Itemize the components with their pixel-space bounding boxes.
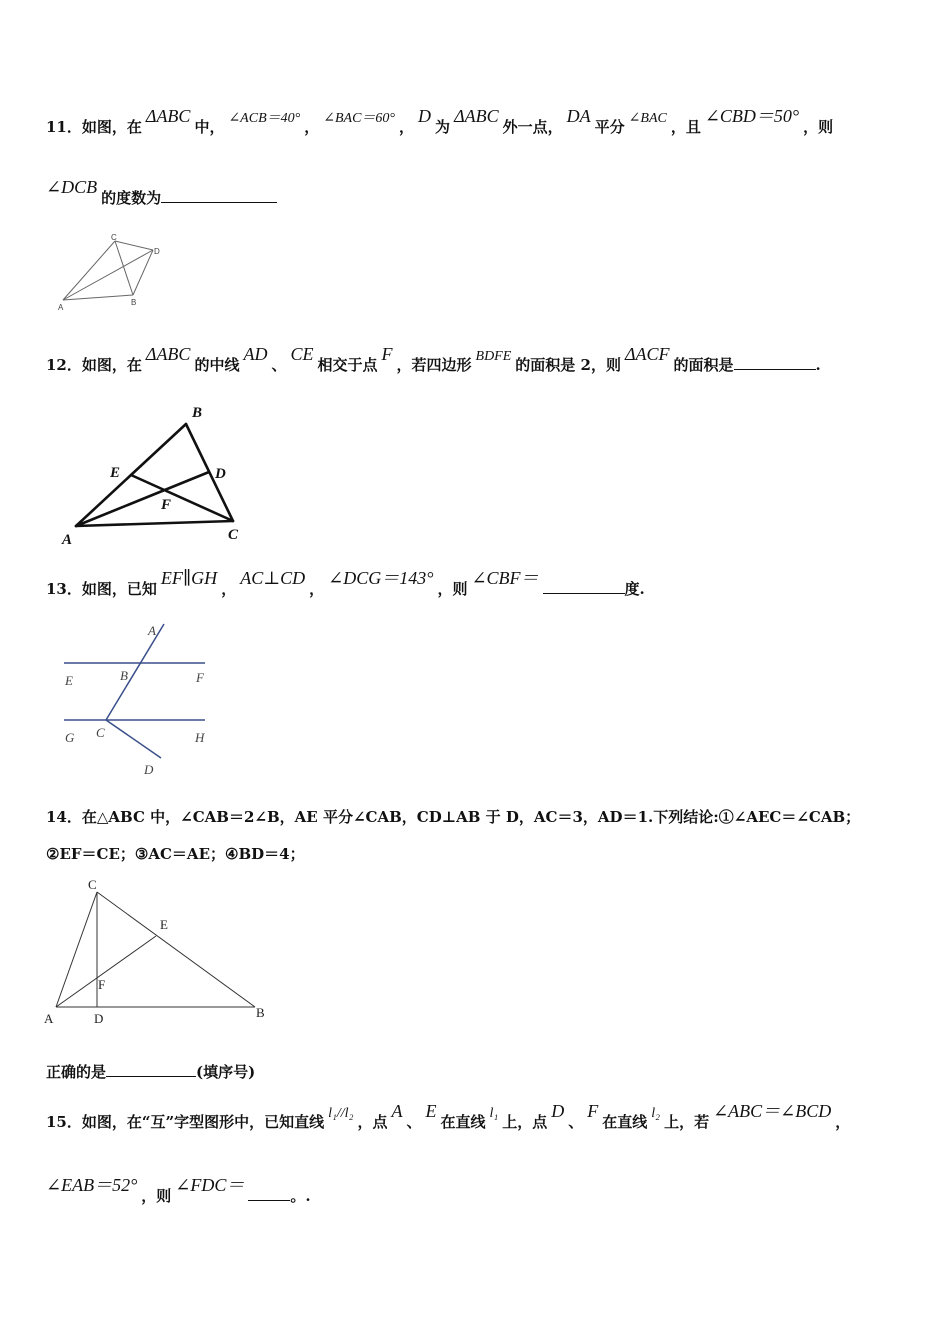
q13-text: ，则 [437, 580, 468, 598]
q15-math: ∠EAB＝52° [46, 1175, 138, 1195]
q15-math: l₁//l₂ [328, 1106, 354, 1121]
q14-label: E [160, 917, 168, 932]
q14-label: D [94, 1011, 104, 1026]
q13-math: EF∥GH [160, 568, 218, 588]
answer-blank-15[interactable] [248, 1186, 290, 1201]
q13-text: ， [221, 580, 237, 598]
q14-label: C [88, 877, 97, 892]
q14-text: (填序号) [196, 1063, 256, 1081]
q11-math: ∠CBD＝50° [704, 106, 800, 126]
q11-text: 外一点， [502, 118, 563, 136]
q11-label: D [154, 247, 160, 256]
q12-math: CE [290, 344, 314, 364]
q13-label: F [196, 670, 204, 685]
answer-blank-13[interactable] [543, 579, 625, 594]
q12-text: 的中线 [194, 356, 240, 374]
q15-text: 上，点 [502, 1113, 548, 1131]
figure-q11 [55, 232, 170, 314]
q13-label: D [144, 762, 154, 777]
q11-math: D [418, 106, 432, 126]
question-11-line-2 [46, 177, 277, 208]
q15-text: 、 [406, 1113, 422, 1131]
q15-text: ，点 [357, 1113, 388, 1131]
q13-math: ∠CBF＝ [471, 568, 539, 588]
q12-text: ，若四边形 [396, 356, 472, 374]
q15-math: A [391, 1101, 403, 1121]
q12-math: F [381, 344, 393, 364]
q12-math: ΔABC [145, 344, 191, 364]
q13-label: C [96, 725, 105, 740]
q12-text: 的面积是 [673, 356, 734, 374]
q12-label: E [110, 465, 121, 481]
q15-text: ， [835, 1113, 851, 1131]
question-15-line-1 [46, 1101, 851, 1133]
q11-label: B [131, 298, 137, 307]
q14-label: A [44, 1011, 54, 1026]
question-14-answer [46, 1061, 255, 1082]
q11-text: 为 [435, 118, 451, 136]
q15-math: l₂ [651, 1106, 661, 1121]
q15-math: ∠ABC＝∠BCD [713, 1101, 832, 1121]
q13-label: H [195, 730, 205, 745]
q12-text: 、 [271, 356, 287, 374]
answer-blank-14[interactable] [106, 1062, 196, 1077]
q12-math: AD [243, 344, 268, 364]
question-14-line-2: ②EF＝CE；③AC＝AE；④BD＝4； [46, 845, 305, 863]
q11-text: ，且 [670, 118, 701, 136]
q11-math: ∠DCB [46, 177, 98, 197]
answer-blank-11[interactable] [161, 188, 277, 203]
question-14-line-1: 14．在△ABC 中，∠CAB＝2∠B，AE 平分∠CAB，CD⊥AB 于 D，AC＝3，AD＝1.下列结论:①∠AEC＝∠CAB； [46, 808, 861, 826]
q12-math: BDFE [475, 349, 512, 364]
q13-text: 度. [624, 580, 645, 598]
q15-text: 上，若 [664, 1113, 710, 1131]
figure-q14 [42, 876, 270, 1028]
q11-math: DA [566, 106, 591, 126]
q11-math: ∠BAC＝60° [323, 111, 396, 126]
q15-math: F [587, 1101, 599, 1121]
q11-math: ΔABC [454, 106, 499, 126]
q14-text: 正确的是 [46, 1063, 107, 1081]
q12-text: 12．如图，在 [46, 356, 142, 374]
q12-text: . [815, 356, 821, 374]
q11-text: 中， [194, 118, 225, 136]
q13-text: 13．如图，已知 [46, 580, 157, 598]
q15-text: ，则 [141, 1187, 172, 1205]
answer-blank-12[interactable] [734, 355, 816, 370]
q12-text: 相交于点 [317, 356, 378, 374]
q11-text: ， [304, 118, 320, 136]
q15-text: 。. [290, 1187, 311, 1205]
q15-text: 、 [568, 1113, 584, 1131]
q15-text: 在直线 [602, 1113, 648, 1131]
q13-label: B [120, 668, 128, 683]
question-15-line-2 [46, 1175, 311, 1207]
q11-label: A [58, 303, 64, 312]
q11-math: ΔABC [145, 106, 191, 126]
q15-math: ∠FDC＝ [175, 1175, 245, 1195]
q11-math: ∠BAC [628, 111, 667, 126]
q12-label: C [228, 527, 239, 543]
q12-label: B [192, 405, 203, 421]
figure-q13 [58, 620, 218, 780]
q13-math: AC⊥CD [240, 568, 306, 588]
q11-label: C [111, 233, 117, 242]
q15-text: 15．如图，在“互”字型图形中，已知直线 [46, 1113, 325, 1131]
q15-math: l₁ [489, 1106, 499, 1121]
q15-math: D [551, 1101, 565, 1121]
question-12-line-1 [46, 344, 821, 375]
q12-math: ΔACF [624, 344, 670, 364]
q13-math: ∠DCG＝143° [328, 568, 434, 588]
q13-label: A [148, 623, 156, 638]
q15-text: 在直线 [440, 1113, 486, 1131]
q11-text: 平分 [594, 118, 625, 136]
q15-math: E [425, 1101, 437, 1121]
q11-text: ， [399, 118, 415, 136]
figure-q12 [58, 402, 248, 548]
q12-label: A [62, 532, 73, 548]
q12-text: 的面积是 2，则 [515, 356, 621, 374]
q13-label: G [65, 730, 75, 745]
q11-text: 11．如图，在 [46, 118, 142, 136]
q11-text: 的度数为 [101, 189, 162, 207]
q11-text: ，则 [803, 118, 834, 136]
q14-label: B [256, 1005, 265, 1020]
q11-math: ∠ACB＝40° [228, 111, 301, 126]
question-13-line-1 [46, 568, 645, 600]
q13-text: ， [309, 580, 325, 598]
q13-label: E [65, 673, 73, 688]
q14-label: F [98, 977, 106, 992]
q12-label: D [215, 466, 226, 482]
question-11-line-1 [46, 106, 834, 138]
q12-label: F [161, 497, 172, 513]
